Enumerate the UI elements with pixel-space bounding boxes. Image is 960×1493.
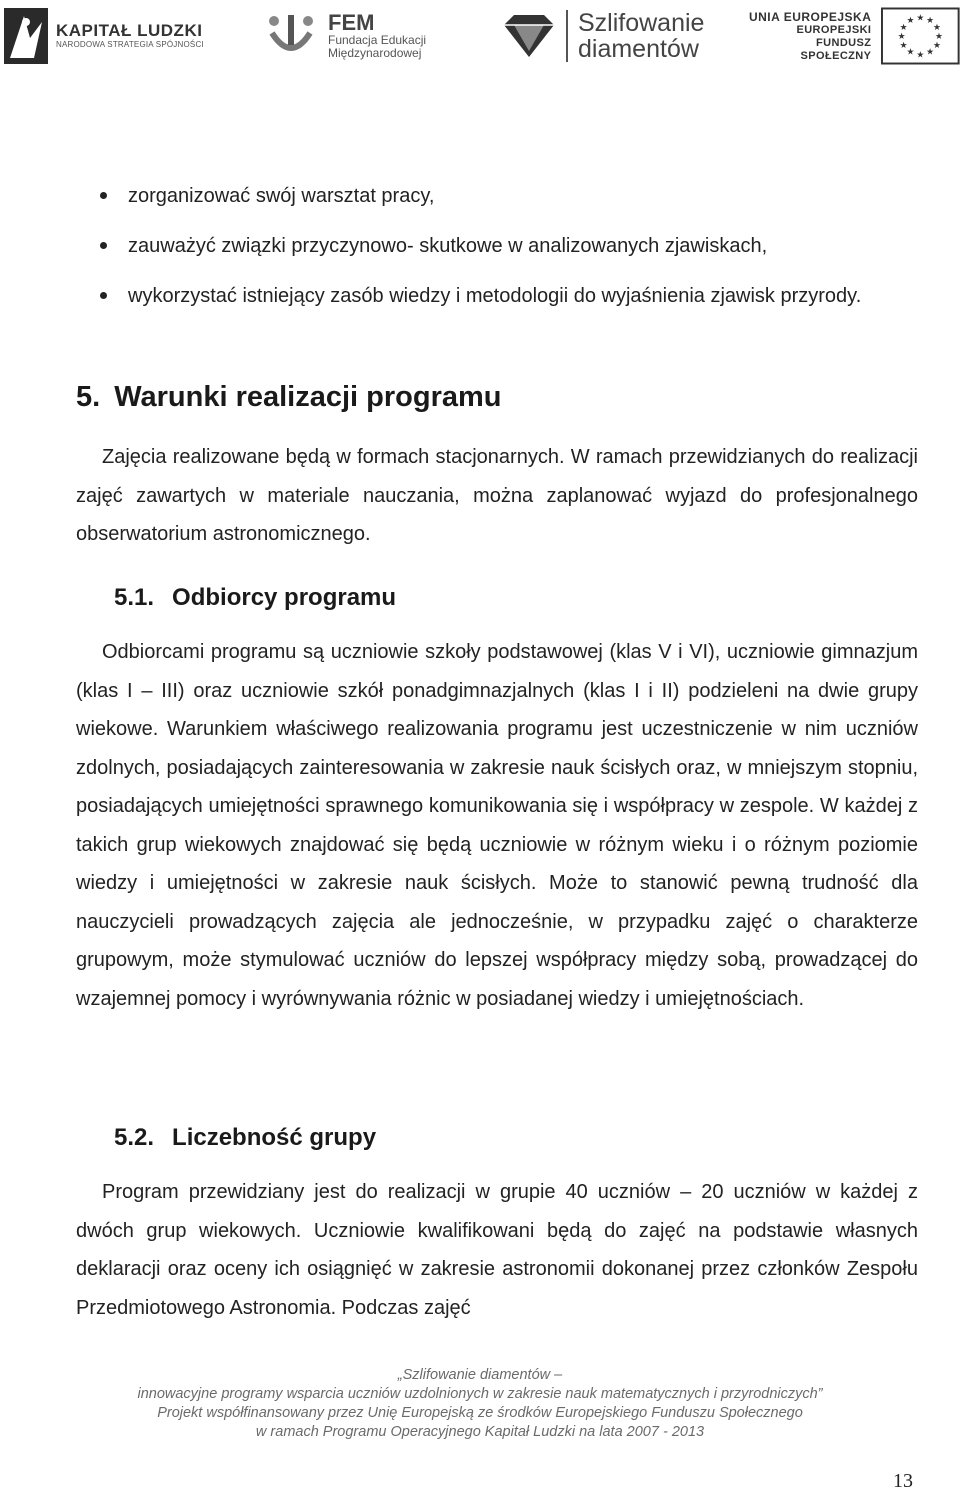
section-title: Warunki realizacji programu [114,381,502,413]
svg-text:★: ★ [916,13,925,24]
bullet-item: zorganizować swój warsztat pracy, [100,177,880,215]
diamentow-line: diamentów [578,35,699,63]
bullet-list [100,180,880,315]
svg-text:★: ★ [898,31,906,42]
section-5-paragraph: Zajęcia realizowane będą w formach stacjonarnych. W ramach przewidzianych do realizacji zajęć zawartych w materiale nauczania, można zaplanować wyjazd do profesjonalnego obserwatorium astronomicznego. [76,446,918,545]
page-footer [0,1366,960,1442]
page-header [0,0,960,72]
kapital-ludzki-logo [4,6,204,66]
svg-text:★: ★ [906,16,915,27]
fem-subtitle-2: Międzynarodowej [328,46,422,60]
fem-emblem-icon [268,13,314,59]
svg-text:★: ★ [933,40,942,51]
svg-text:★: ★ [916,50,925,61]
fem-title: FEM [328,10,375,35]
footer-line-3: Projekt współfinansowany przez Unię Europejską ze środków Europejskiego Funduszu Społecznego [157,1405,803,1421]
fem-logo [268,6,426,66]
section-5-heading [76,381,502,414]
ue-subtitle-2: FUNDUSZ SPOŁECZNY [800,36,872,62]
section-5-1-heading [114,584,396,612]
section-number: 5. [76,381,101,413]
kapital-ludzki-subtitle: NARODOWA STRATEGIA SPÓJNOŚCI [56,40,204,49]
section-5-1-paragraph: Odbiorcami programu są uczniowie szkoły podstawowej (klas V i VI), uczniowie gimnazjum (klas I – III) oraz uczniowie szkół ponadgimnazjalnych (klas I i II) podzieleni na dwie grupy wiekowe. Warunkiem właściwego realizowania programu jest uczestniczenie w nim uczniów zdolnych, posiadających zainteresowania w zakresie nauk ścisłych oraz, w mniejszym stopniu, posiadających umiejętności sprawnego komunikowania się i współpracy w zespole. W każdej z takich grup wiekowych znajdować się będą uczniowie w różnym wieku i o różnym poziomie wiedzy i umiejętności w zakresie nauk ścisłych. Może to stanowić pewną trudność dla nauczycieli prowadzących zajęcia ale jednocześnie, w przypadku zajęć o charakterze grupowym, może stymulować uczniów do lepszej współpracy między sobą, prowadzącej do wzajemnej pomocy i wyrównywania różnic w posiadanej wiedzy i umiejętnościach. [76,641,918,1010]
ue-subtitle-1: EUROPEJSKI [796,23,872,36]
footer-line-4: w ramach Programu Operacyjnego Kapitał Ludzki na lata 2007 - 2013 [255,1424,705,1440]
svg-text:★: ★ [926,16,935,27]
eu-flag-icon [881,7,960,65]
svg-text:★: ★ [900,40,908,51]
bullet-item: zauważyć związki przyczynowo- skutkowe w analizowanych zjawiskach, [100,227,880,265]
svg-text:★: ★ [935,31,944,42]
svg-text:★: ★ [900,23,908,34]
section-title: Liczebność grupy [172,1124,377,1151]
logo-divider [566,10,568,62]
section-number: 5.2. [114,1124,155,1151]
ue-title: UNIA EUROPEJSKA [748,9,872,24]
svg-text:★: ★ [926,47,935,58]
svg-text:★: ★ [906,47,915,58]
page-number: 13 [893,1470,913,1492]
svg-text:★: ★ [933,23,942,34]
section-5-2-heading [114,1124,376,1152]
szlifowanie-diamentow-logo [500,6,704,66]
kapital-ludzki-title: KAPITAŁ LUDZKI [56,21,203,40]
szlifowanie-line: Szlifowanie [578,9,705,37]
section-title: Odbiorcy programu [172,584,397,611]
unia-europejska-logo [744,6,960,66]
footer-line-1: „Szlifowanie diamentów – [397,1367,563,1383]
section-number: 5.1. [114,584,155,611]
fem-subtitle-1: Fundacja Edukacji [328,33,427,47]
diamond-icon [500,11,558,61]
kapital-ludzki-emblem-icon [4,8,48,64]
footer-line-2: innowacyjne programy wsparcia uczniów uzdolnionych w zakresie nauk matematycznych i przyrodniczych” [137,1386,823,1402]
bullet-item: wykorzystać istniejący zasób wiedzy i metodologii do wyjaśnienia zjawisk przyrody. [100,277,880,315]
section-5-2-paragraph: Program przewidziany jest do realizacji w grupie 40 uczniów – 20 uczniów w każdej z dwóch grup wiekowych. Uczniowie kwalifikowani będą do zajęć na podstawie własnych deklaracji oraz oceny ich osiągnięć w zakresie astronomii dokonanej przez członków Zespołu Przedmiotowego Astronomia. Podczas zajęć [76,1181,918,1319]
